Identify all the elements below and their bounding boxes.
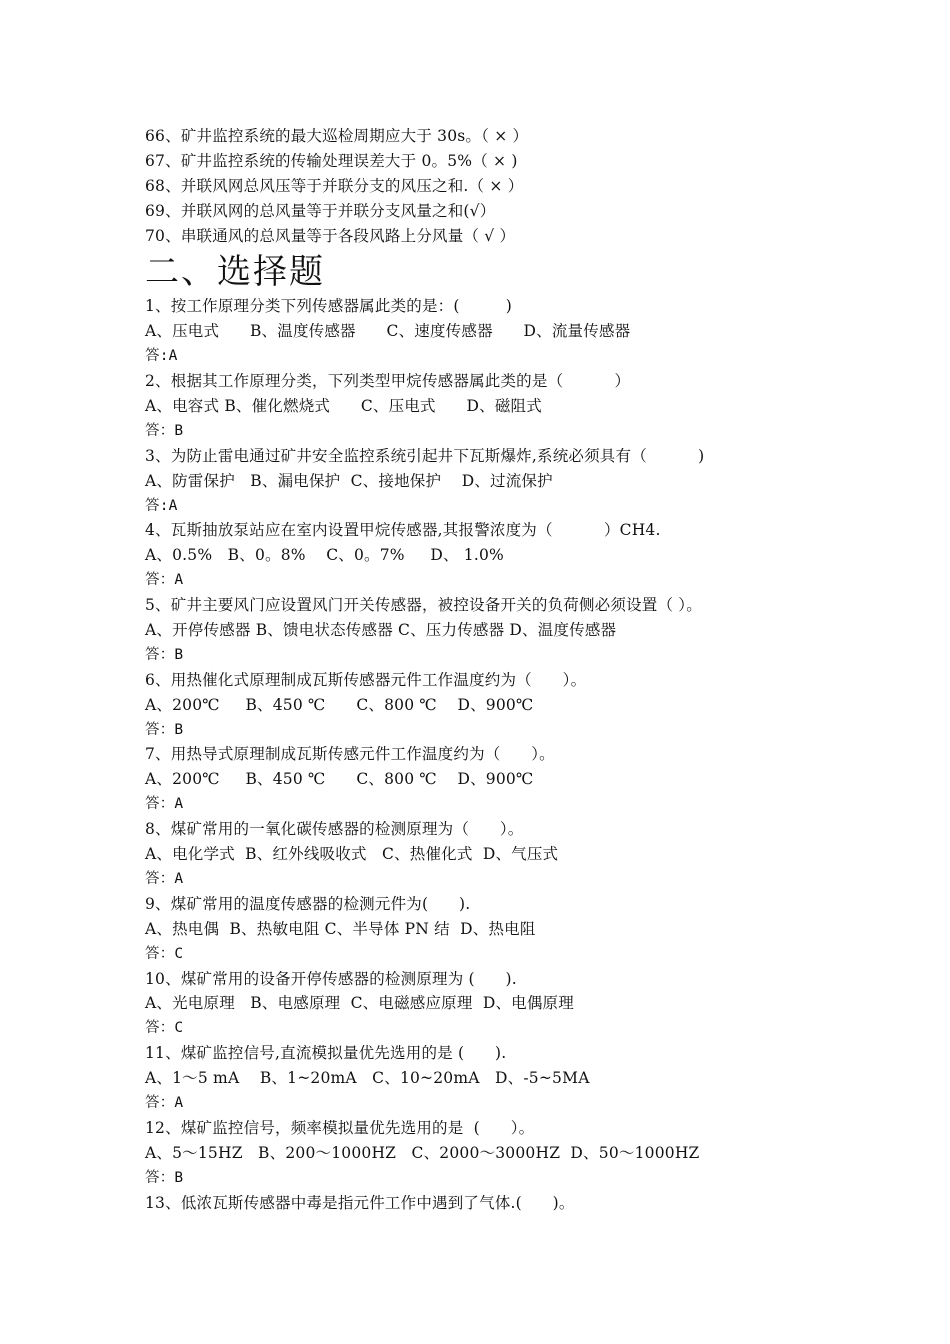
tf-question-70: 70、串联通风的总风量等于各段风路上分风量（ √ ） <box>145 226 516 245</box>
question-answer: 答：B <box>145 422 184 439</box>
document-page <box>145 124 905 1215</box>
question-answer: 答:A <box>145 348 178 365</box>
question-answer: 答：B <box>145 1169 184 1186</box>
question-options: A、光电原理 B、电感原理 C、电磁感应原理 D、电偶原理 <box>145 994 574 1013</box>
question-3 <box>145 444 905 519</box>
question-answer: 答：B <box>145 646 184 663</box>
question-text: 3、为防止雷电通过矿井安全监控系统引起井下瓦斯爆炸,系统必须具有（ ) <box>145 446 705 465</box>
question-10 <box>145 967 905 1042</box>
question-9 <box>145 892 905 967</box>
question-12 <box>145 1116 905 1191</box>
section-heading-multiple-choice: 二、选择题 <box>145 252 325 293</box>
question-7 <box>145 742 905 817</box>
tf-question-69: 69、并联风网的总风量等于并联分支风量之和(√） <box>145 201 496 220</box>
question-options: A、开停传感器 B、馈电状态传感器 C、压力传感器 D、温度传感器 <box>145 621 617 640</box>
question-8 <box>145 817 905 892</box>
question-text: 1、按工作原理分类下列传感器属此类的是：( ) <box>145 297 513 316</box>
question-options: A、电容式 B、催化燃烧式 C、压电式 D、磁阻式 <box>145 397 542 416</box>
question-options: A、200℃ B、450 ℃ C、800 ℃ D、900℃ <box>145 770 534 789</box>
question-answer: 答：A <box>145 572 184 589</box>
question-answer: 答：C <box>145 1020 184 1037</box>
question-13 <box>145 1191 905 1216</box>
tf-question-68: 68、并联风网总风压等于并联分支的风压之和.（ × ） <box>145 176 524 195</box>
question-options: A、压电式 B、温度传感器 C、速度传感器 D、流量传感器 <box>145 322 631 341</box>
question-options: A、5～15HZ B、200～1000HZ C、2000～3000HZ D、50～1000HZ <box>145 1143 700 1162</box>
question-text: 8、煤矿常用的一氧化碳传感器的检测原理为（ ）。 <box>145 820 524 839</box>
question-options: A、1～5 mA B、1~20mA C、10~20mA D、-5~5MA <box>145 1069 590 1088</box>
question-1 <box>145 294 905 369</box>
question-4 <box>145 518 905 593</box>
question-text: 13、低浓瓦斯传感器中毒是指元件工作中遇到了气体.( )。 <box>145 1193 575 1212</box>
question-answer: 答：A <box>145 1094 184 1111</box>
question-answer: 答：B <box>145 721 184 738</box>
question-options: A、200℃ B、450 ℃ C、800 ℃ D、900℃ <box>145 695 534 714</box>
question-answer: 答：A <box>145 796 184 813</box>
question-options: A、0.5% B、0。8% C、0。7% D、 1.0% <box>145 546 504 565</box>
question-options: A、电化学式 B、红外线吸收式 C、热催化式 D、气压式 <box>145 845 559 864</box>
question-text: 6、用热催化式原理制成瓦斯传感器元件工作温度约为（ ）。 <box>145 670 587 689</box>
question-2 <box>145 369 905 444</box>
tf-question-67: 67、矿井监控系统的传输处理误差大于 0。5%（ × ) <box>145 151 518 170</box>
question-text: 11、煤矿监控信号,直流模拟量优先选用的是 ( ). <box>145 1044 507 1063</box>
question-answer: 答：C <box>145 945 184 962</box>
question-answer: 答：A <box>145 870 184 887</box>
tf-question-66: 66、矿井监控系统的最大巡检周期应大于 30s。（ × ） <box>145 127 529 145</box>
question-text: 7、用热导式原理制成瓦斯传感元件工作温度约为（ ）。 <box>145 745 555 764</box>
question-answer: 答:A <box>145 497 178 514</box>
question-text: 9、煤矿常用的温度传感器的检测元件为( ). <box>145 894 471 913</box>
question-6 <box>145 668 905 743</box>
question-options: A、热电偶 B、热敏电阻 C、半导体 PN 结 D、热电阻 <box>145 919 536 938</box>
question-options: A、防雷保护 B、漏电保护 C、接地保护 D、过流保护 <box>145 471 553 490</box>
question-text: 2、根据其工作原理分类，下列类型甲烷传感器属此类的是（ ） <box>145 372 631 391</box>
question-text: 4、瓦斯抽放泵站应在室内设置甲烷传感器,其报警浓度为（ ）CH4. <box>145 521 661 540</box>
question-5 <box>145 593 905 668</box>
question-11 <box>145 1041 905 1116</box>
question-text: 5、矿井主要风门应设置风门开关传感器，被控设备开关的负荷侧必须设置（ ）。 <box>145 596 702 615</box>
question-text: 10、煤矿常用的设备开停传感器的检测原理为 ( ). <box>145 969 517 988</box>
question-text: 12、煤矿监控信号，频率模拟量优先选用的是 ( ）。 <box>145 1118 535 1137</box>
